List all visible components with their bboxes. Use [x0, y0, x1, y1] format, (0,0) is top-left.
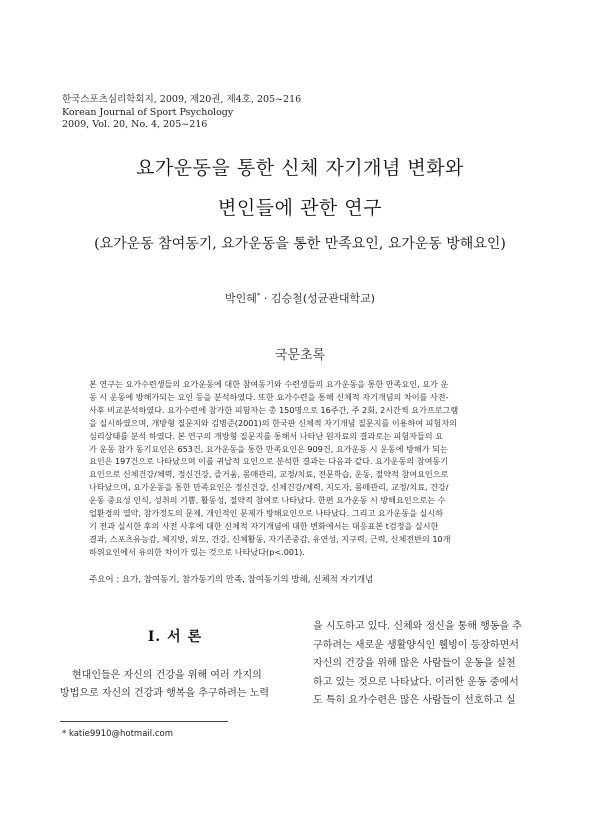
body-line: 방법으로 자신의 건강과 행복을 추구하려는 노력 — [60, 688, 270, 699]
journal-name-english: Korean Journal of Sport Psychology — [62, 106, 234, 118]
paper-subtitle: (요가운동 참여동기, 요가운동을 통한 만족요인, 요가운동 방해요인) — [94, 236, 506, 252]
abstract-line: 심리상태를 분석 하였다. 본 연구의 개방형 질문지를 통해서 나타난 원자료의 결과로는 피험자들의 요 — [89, 430, 444, 441]
abstract-line: 을 실시하였으며, 개방형 질문지와 김병준(2001)의 한국판 신체적 자기개념 질문지를 이용하여 피험자의 — [89, 417, 457, 428]
author-name-1: 박인혜 — [224, 292, 257, 305]
journal-citation-korean: 한국스포츠심리학회지, 2009, 제20권, 제4호, 205~216 — [62, 94, 302, 105]
body-column-right — [313, 618, 545, 711]
abstract-line: 동 시 운동에 방해가되는 요인 등을 분석하였다. 또한 요가수련을 통해 신체적 자기개념의 차이를 사전- — [89, 391, 449, 402]
corresponding-author-mark: * — [256, 291, 261, 300]
body-column-left — [60, 667, 290, 703]
journal-citation-english: 2009, Vol. 20, No. 4, 205~216 — [62, 119, 208, 130]
abstract-line: 요인은 197건으로 나타났으며 이를 귀납적 요인으로 분석한 결과는 다음과 같다. 요가운동의 참여동기 — [89, 456, 449, 467]
author-name-2-affiliation: · 김승철(성균관대학교) — [260, 292, 376, 305]
abstract-line: 요인으로 신체건강/체력, 정신건강, 즐거움, 몸매관리, 교정/치료, 전문학습, 운동, 절약적 참여요인으로 — [89, 469, 449, 480]
abstract-line: 업환경의 열악, 참가정도의 문제, 개인적인 문제가 방해요인으로 나타났다. 그리고 요가운동을 실시하 — [89, 508, 444, 519]
body-line: 을 시도하고 있다. 신체와 정신을 통해 행동을 추 — [313, 621, 522, 632]
section-heading-introduction: I. 서 론 — [147, 629, 203, 645]
author-line — [0, 290, 600, 306]
footnote-divider — [60, 721, 228, 722]
abstract-text — [89, 378, 512, 559]
abstract-line: 나타났으며, 요가운동을 통한 만족요인은 정신건강, 신체건강/체력, 지도자, 몸매관리, 교정/치료, 건강/ — [89, 482, 449, 493]
keywords: 주요어 : 요가, 참여동기, 참가동기의 만족, 참여동기의 방해, 신체적 자기개념 — [89, 575, 374, 585]
footnote-email: * katie9910@hotmail.com — [62, 729, 173, 739]
body-line: 자신의 건강을 위해 많은 사람들이 운동을 실천 — [313, 658, 516, 669]
abstract-heading: 국문초록 — [274, 348, 326, 363]
paper-title-line-1: 요가운동을 통한 신체 자기개념 변화와 — [136, 157, 464, 179]
body-line: 현대인들은 자신의 건강을 위해 여러 가지의 — [72, 670, 262, 681]
body-line: 도 특히 요가수련은 많은 사람들이 선호하고 실 — [313, 695, 516, 706]
abstract-line: 결과, 스포츠유능감, 체지방, 외모, 건강, 신체활동, 자기존중감, 유연성, 지구력, 근력, 신체전반의 10개 — [89, 533, 451, 544]
paper-title-line-2: 변인들에 관한 연구 — [218, 197, 382, 219]
abstract-line: 기 전과 실시한 후의 사전 사후에 대한 신체적 자기개념에 대한 변화에서는 대응표본 t검정을 실시한 — [89, 520, 439, 531]
body-line: 하고 있는 것으로 나타났다. 이러한 운동 중에서 — [313, 676, 519, 688]
abstract-line: 사후 비교분석하였다. 요가수련에 참가한 피험자는 총 150명으로 16주간, 주 2회, 2시간씩 요가프로그램 — [89, 404, 459, 415]
abstract-line: 본 연구는 요가수련생들의 요가운동에 대한 참여동기와 수련생들의 요가운동을 통한 만족요인, 요가 운 — [89, 379, 449, 389]
abstract-line: 운동 중요성 인식, 성취의 기쁨, 활동성, 절약적 참여로 나타났다. 한편 요가운동 시 방해요인으로는 수 — [89, 495, 446, 506]
journal-citation — [62, 94, 301, 132]
abstract-line: 하위요인에서 유의한 차이가 있는 것으로 나타났다(p<.001). — [89, 546, 305, 557]
abstract-line: 가 운동 참가 동기요인은 653건, 요가운동을 통한 만족요인은 909건, 요가운동 시 운동에 방해가 되는 — [89, 443, 448, 454]
body-line: 구하려는 새로운 생활양식인 웰빙이 등장하면서 — [313, 639, 519, 651]
